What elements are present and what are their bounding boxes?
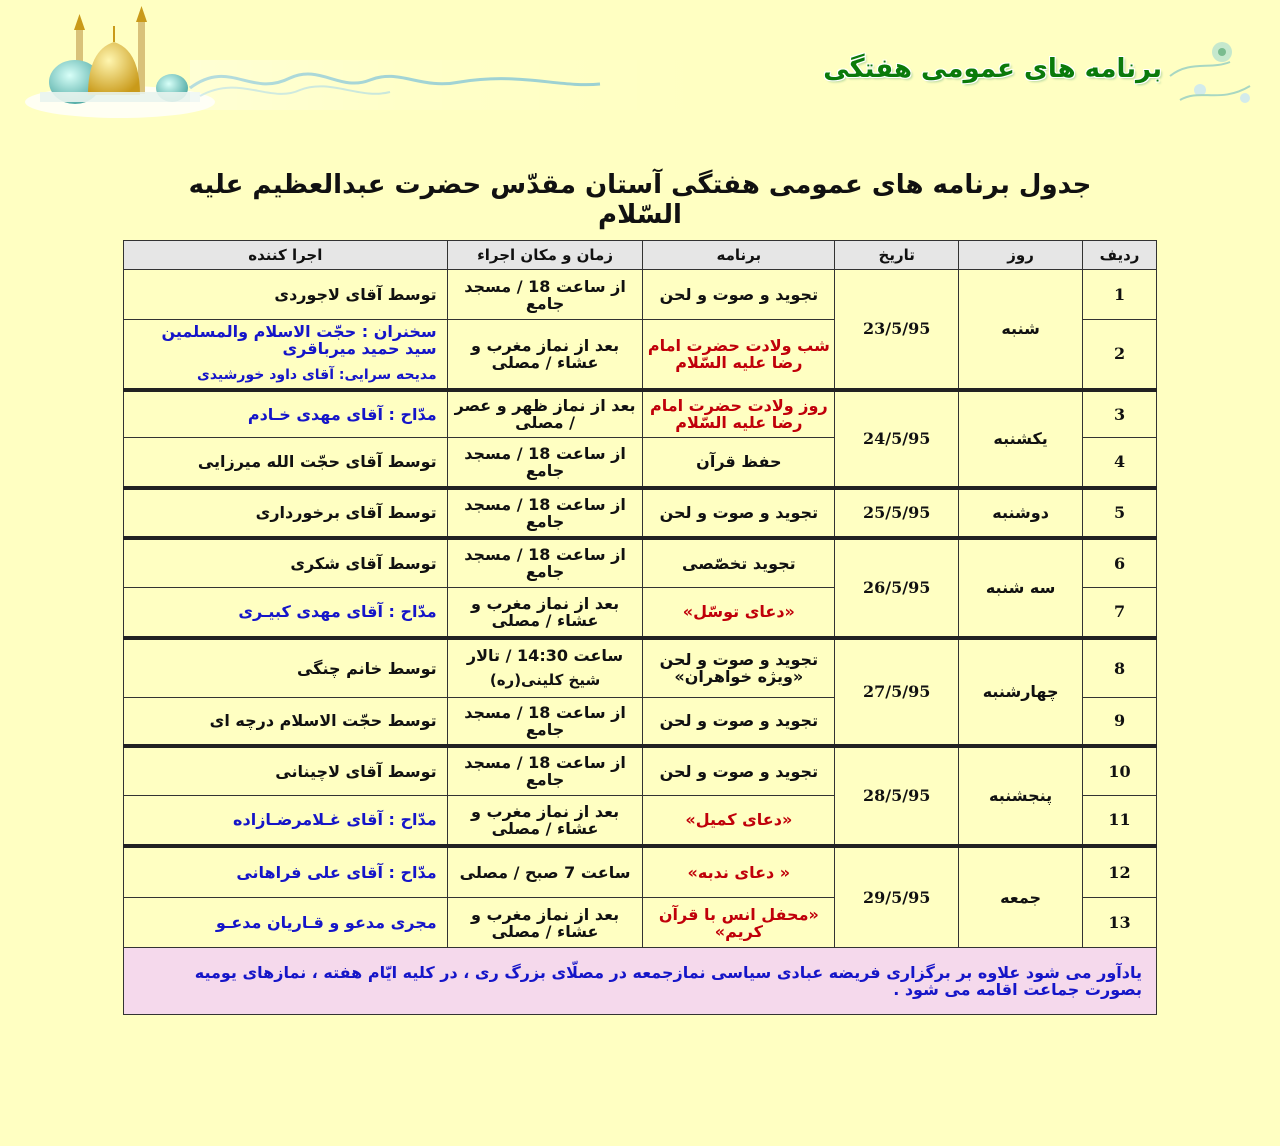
performer-cell: توسط حجّت الاسلام درچه ای	[124, 698, 448, 746]
time-place-cell: بعد از نماز مغرب و عشاء / مصلی	[447, 588, 643, 638]
program-cell: « دعای ندبه»	[643, 846, 835, 898]
column-header: برنامه	[643, 241, 835, 270]
column-header: ردیف	[1083, 241, 1157, 270]
time-place-cell: از ساعت 18 / مسجد جامع	[447, 438, 643, 488]
program-cell: حفظ قرآن	[643, 438, 835, 488]
column-header: روز	[959, 241, 1083, 270]
date-cell: 28/5/95	[835, 746, 959, 846]
note-row	[124, 948, 1157, 1015]
table-row	[124, 538, 1157, 588]
program-cell: تجوید و صوت و لحن	[643, 270, 835, 320]
program-cell: شب ولادت حضرت امام رضا علیه السّلام	[643, 320, 835, 390]
column-header: زمان و مکان اجراء	[447, 241, 643, 270]
date-cell: 29/5/95	[835, 846, 959, 948]
column-header: اجرا کننده	[124, 241, 448, 270]
column-header: تاریخ	[835, 241, 959, 270]
day-cell: جمعه	[959, 846, 1083, 948]
program-cell: «محفل انس با قرآن کریم»	[643, 898, 835, 948]
program-cell: «دعای توسّل»	[643, 588, 835, 638]
day-cell: یکشنبه	[959, 390, 1083, 488]
table-row	[124, 638, 1157, 698]
row-number: 9	[1083, 698, 1157, 746]
performer-cell: توسط آقای برخورداری	[124, 488, 448, 538]
program-cell: تجوید و صوت و لحن	[643, 746, 835, 796]
time-place-cell: از ساعت 18 / مسجد جامع	[447, 746, 643, 796]
row-number: 13	[1083, 898, 1157, 948]
performer-cell: توسط آقای لاچینانی	[124, 746, 448, 796]
time-text: ساعت 14:30 / تالار	[466, 646, 624, 666]
row-number: 8	[1083, 638, 1157, 698]
program-cell: تجوید و صوت و لحن	[643, 698, 835, 746]
time-place-cell: از ساعت 18 / مسجد جامع	[447, 270, 643, 320]
table-row	[124, 846, 1157, 898]
row-number: 1	[1083, 270, 1157, 320]
table-row	[124, 270, 1157, 320]
program-cell: تجوید تخصّصی	[643, 538, 835, 588]
floral-ornament	[1170, 42, 1250, 103]
performer-cell: توسط آقای شکری	[124, 538, 448, 588]
program-cell: تجوید و صوت و لحن «ویژه خواهران»	[643, 638, 835, 698]
day-cell: سه شنبه	[959, 538, 1083, 638]
footnote: یادآور می شود علاوه بر برگزاری فریضه عبادی سیاسی نمازجمعه در مصلّای بزرگ ری ، در کلیه ایّام هفته ، نمازهای یومیه بصورت جماعت اقامه می شود .	[124, 948, 1157, 1015]
day-cell: چهارشنبه	[959, 638, 1083, 746]
row-number: 6	[1083, 538, 1157, 588]
performer-cell: توسط خانم چنگی	[124, 638, 448, 698]
time-place-cell: بعد از نماز مغرب و عشاء / مصلی	[447, 796, 643, 846]
time-place-cell: از ساعت 18 / مسجد جامع	[447, 538, 643, 588]
time-place-cell: بعد از نماز مغرب و عشاء / مصلی	[447, 320, 643, 390]
day-cell: پنجشنبه	[959, 746, 1083, 846]
performer-cell: مدّاح : آقای علی فراهانی	[124, 846, 448, 898]
place-text: شیخ کلینی(ره)	[489, 671, 601, 690]
table-row	[124, 390, 1157, 438]
time-place-cell: بعد از نماز مغرب و عشاء / مصلی	[447, 898, 643, 948]
performer-cell: مدّاح : آقای مهدی کبیـری	[124, 588, 448, 638]
time-place-cell: از ساعت 18 / مسجد جامع	[447, 488, 643, 538]
date-cell: 25/5/95	[835, 488, 959, 538]
row-number: 5	[1083, 488, 1157, 538]
table-header-row	[124, 241, 1157, 270]
row-number: 2	[1083, 320, 1157, 390]
row-number: 4	[1083, 438, 1157, 488]
time-place-cell: ساعت 7 صبح / مصلی	[447, 846, 643, 898]
performer-cell: مدّاح : آقای غـلامرضـازاده	[124, 796, 448, 846]
page-title: جدول برنامه های عمومی هفتگی آستان مقدّس حضرت عبدالعظیم علیه السّلام	[188, 170, 1092, 230]
performer-cell: توسط آقای حجّت الله میرزایی	[124, 438, 448, 488]
day-cell: دوشنبه	[959, 488, 1083, 538]
time-place-cell: بعد از نماز ظهر و عصر / مصلی	[447, 390, 643, 438]
row-number: 11	[1083, 796, 1157, 846]
time-place-cell	[447, 638, 643, 698]
time-place-cell: از ساعت 18 / مسجد جامع	[447, 698, 643, 746]
row-number: 7	[1083, 588, 1157, 638]
table-row	[124, 488, 1157, 538]
date-cell: 27/5/95	[835, 638, 959, 746]
row-number: 12	[1083, 846, 1157, 898]
speaker-text: سخنران : حجّت الاسلام والمسلمین سید حمید میرباقری	[161, 322, 437, 359]
row-number: 3	[1083, 390, 1157, 438]
performer-cell	[124, 320, 448, 390]
program-cell: «دعای کمیل»	[643, 796, 835, 846]
performer-cell: توسط آقای لاجوردی	[124, 270, 448, 320]
date-cell: 23/5/95	[835, 270, 959, 390]
day-cell: شنبه	[959, 270, 1083, 390]
table-row	[124, 746, 1157, 796]
program-cell: تجوید و صوت و لحن	[643, 488, 835, 538]
eulogist-text: مدیحه سرایی: آقای داود خورشیدی	[197, 367, 437, 384]
date-cell: 26/5/95	[835, 538, 959, 638]
shrine-dome-illustration	[25, 6, 215, 118]
performer-cell: مجری مدعو و قـاریان مدعـو	[124, 898, 448, 948]
program-cell: روز ولادت حضرت امام رضا علیه السّلام	[643, 390, 835, 438]
schedule-table	[123, 240, 1157, 1015]
header-title: برنامه های عمومی هفتگی	[823, 54, 1162, 84]
date-cell: 24/5/95	[835, 390, 959, 488]
row-number: 10	[1083, 746, 1157, 796]
performer-cell: مدّاح : آقای مهدی خـادم	[124, 390, 448, 438]
